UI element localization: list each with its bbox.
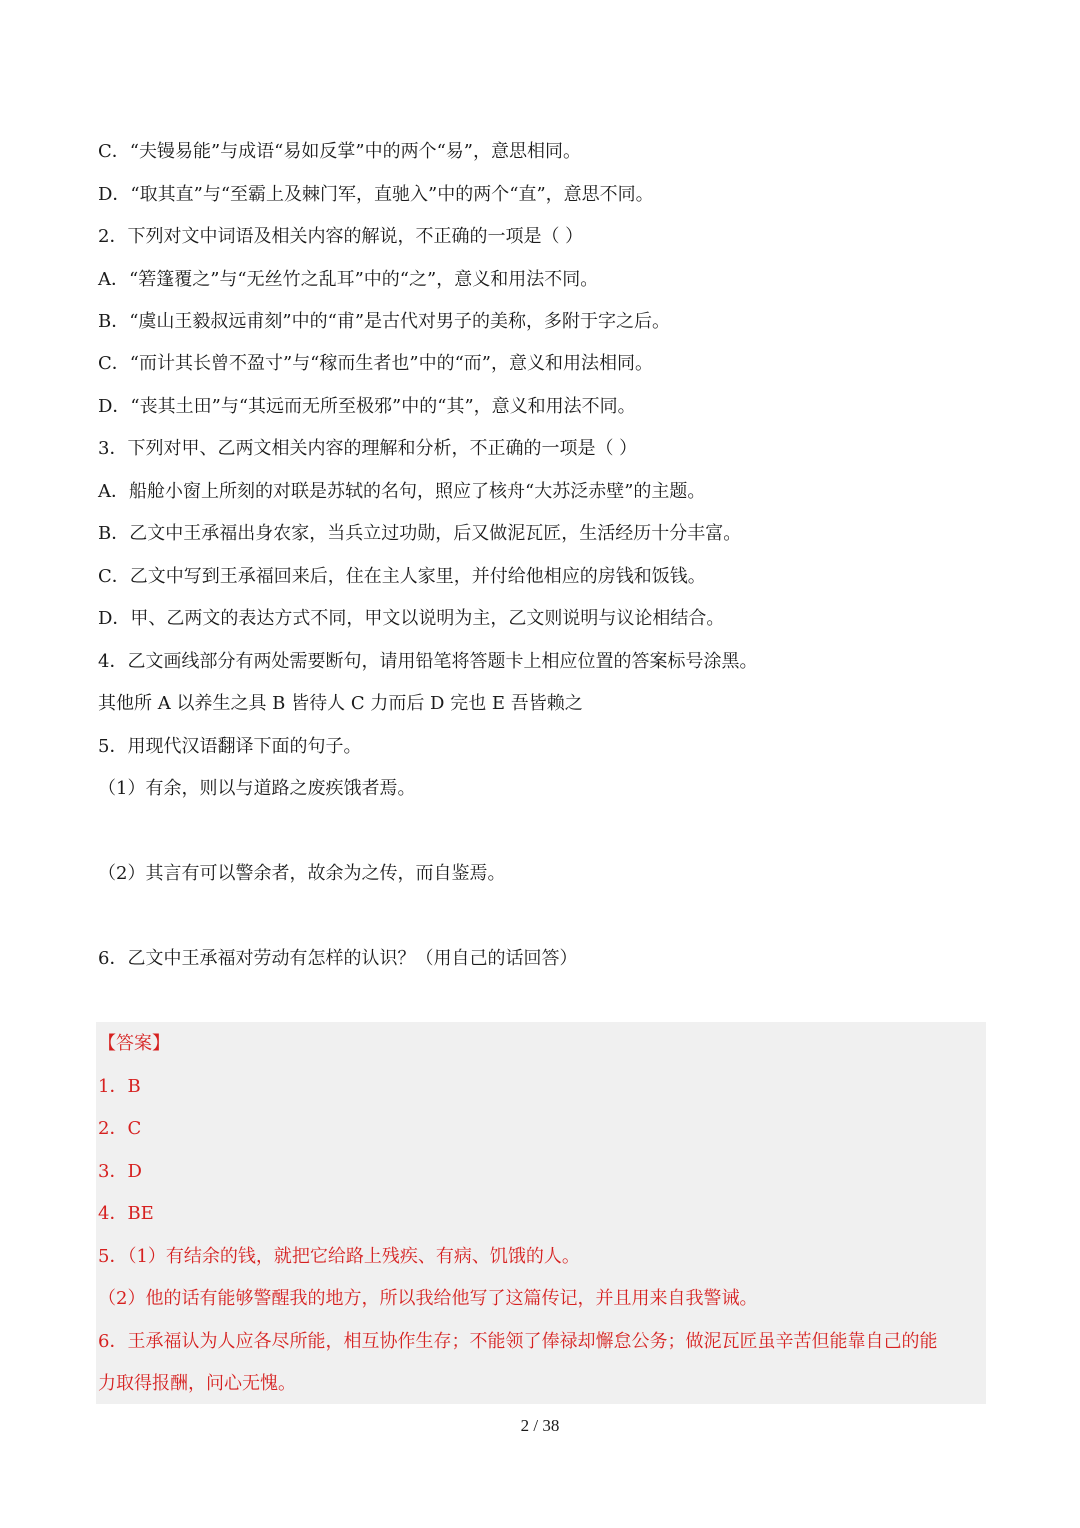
option-1c: C．“夫镘易能”与成语“易如反掌”中的两个“易”，意思相同。 [98,141,581,162]
answer-3: 3．D [98,1161,142,1182]
question-3-stem: 3．下列对甲、乙两文相关内容的理解和分析，不正确的一项是（ ） [98,438,638,459]
option-3c: C．乙文中写到王承福回来后，住在主人家里，并付给他相应的房钱和饭钱。 [98,566,706,587]
option-3d: D．甲、乙两文的表达方式不同，甲文以说明为主，乙文则说明与议论相结合。 [98,608,725,629]
answer-2: 2．C [98,1118,142,1139]
answer-1: 1．B [98,1076,141,1097]
option-2d: D．“丧其土田”与“其远而无所至极邪”中的“其”，意义和用法不同。 [98,396,636,417]
answer-6-line-2: 力取得报酬，问心无愧。 [98,1373,296,1394]
option-3a: A．船舱小窗上所刻的对联是苏轼的名句，照应了核舟“大苏泛赤壁”的主题。 [98,481,706,502]
question-2-stem: 2．下列对文中词语及相关内容的解说，不正确的一项是（ ） [98,226,584,247]
option-1d: D．“取其直”与“至霸上及棘门军，直驰入”中的两个“直”，意思不同。 [98,184,654,205]
question-6-stem: 6．乙文中王承福对劳动有怎样的认识？（用自己的话回答） [98,948,578,969]
question-5-part-1: （1）有余，则以与道路之废疾饿者焉。 [98,778,416,799]
answer-5-part-1: 5．（1）有结余的钱，就把它给路上残疾、有病、饥饿的人。 [98,1246,580,1267]
option-2c: C．“而计其长曾不盈寸”与“稼而生者也”中的“而”，意义和用法相同。 [98,353,653,374]
question-4-stem: 4．乙文画线部分有两处需要断句，请用铅笔将答题卡上相应位置的答案标号涂黑。 [98,651,758,672]
answer-heading: 【答案】 [98,1033,170,1054]
question-4-text: 其他所 A 以养生之具 B 皆待人 C 力而后 D 完也 E 吾皆赖之 [98,693,583,714]
page-number: 2 / 38 [520,1416,560,1435]
option-2a: A．“箬篷覆之”与“无丝竹之乱耳”中的“之”，意义和用法不同。 [98,269,599,290]
answer-6-line-1: 6．王承福认为人应各尽所能，相互协作生存；不能领了俸禄却懈怠公务；做泥瓦匠虽辛苦但能靠自己的能 [98,1331,938,1352]
question-5-stem: 5．用现代汉语翻译下面的句子。 [98,736,362,757]
answer-4: 4．BE [98,1203,154,1224]
answer-5-part-2: （2）他的话有能够警醒我的地方，所以我给他写了这篇传记，并且用来自我警诫。 [98,1288,758,1309]
option-2b: B．“虞山王毅叔远甫刻”中的“甫”是古代对男子的美称，多附于字之后。 [98,311,671,332]
question-5-part-2: （2）其言有可以警余者，故余为之传，而自鉴焉。 [98,863,506,884]
option-3b: B．乙文中王承福出身农家，当兵立过功勋，后又做泥瓦匠，生活经历十分丰富。 [98,523,742,544]
